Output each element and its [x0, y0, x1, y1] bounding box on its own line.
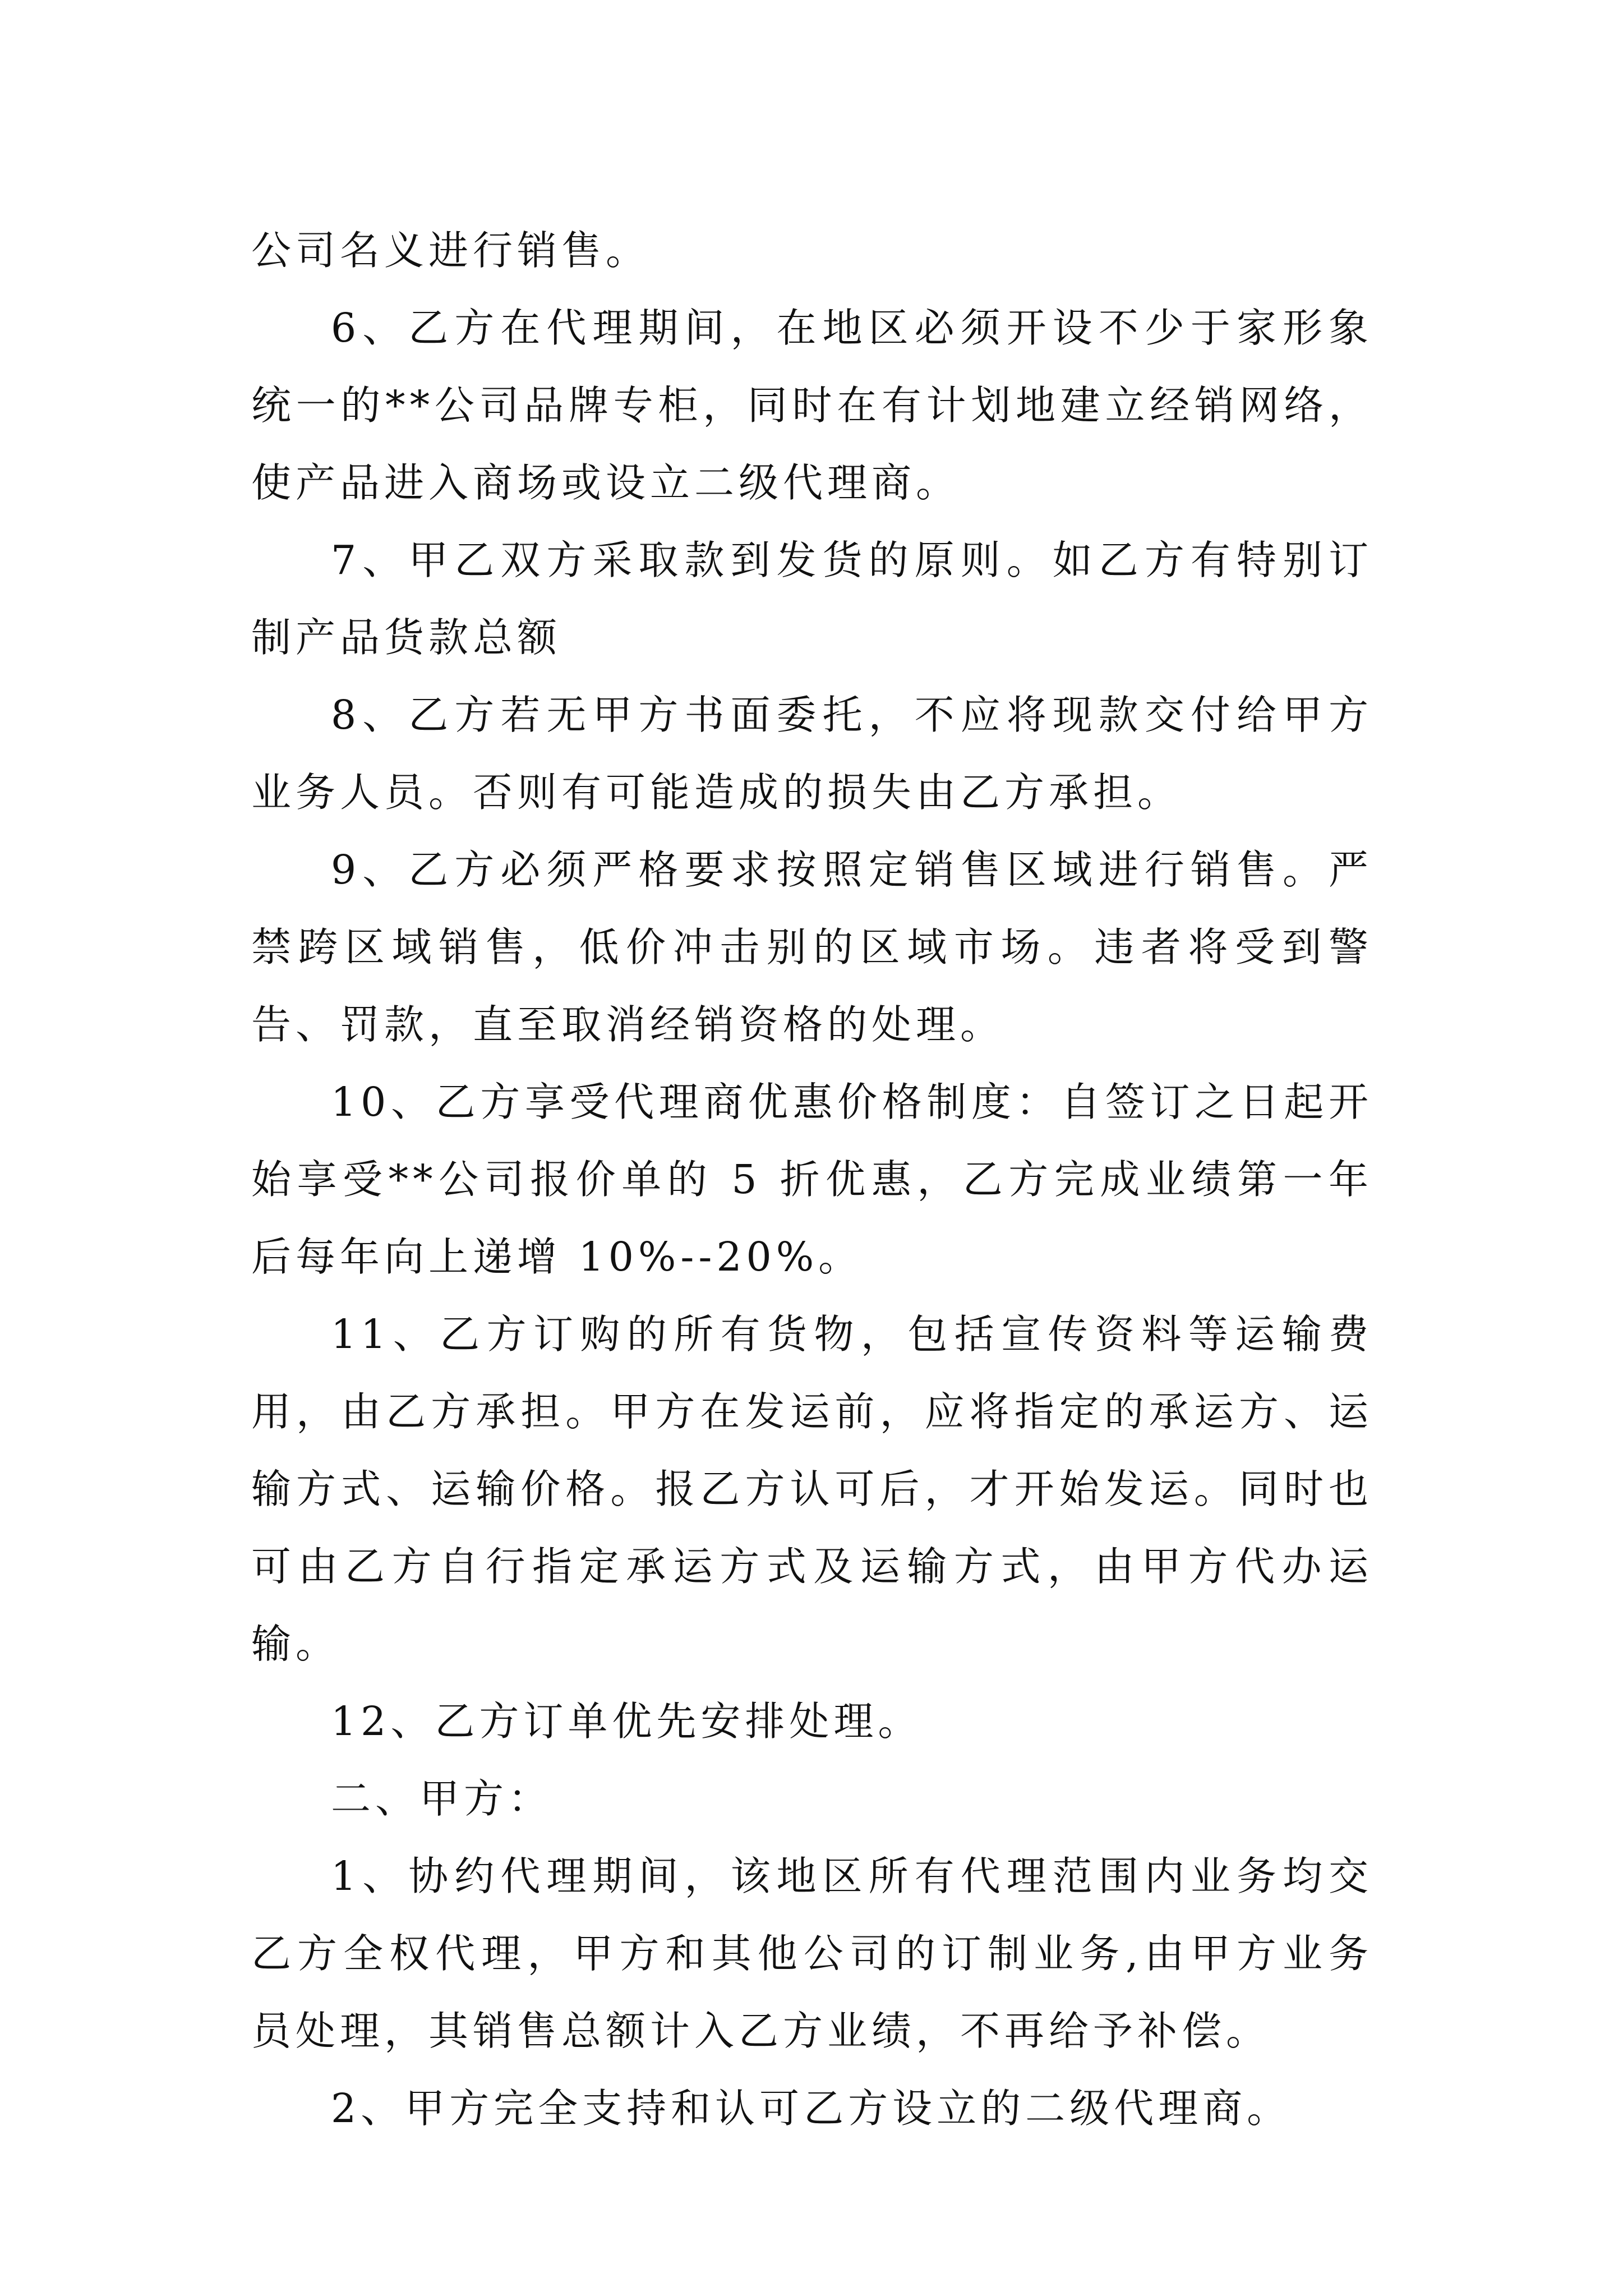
paragraph: 7、甲乙双方采取款到发货的原则。如乙方有特别订制产品货款总额: [251, 537, 1373, 661]
paragraph: 公司名义进行销售。: [251, 227, 651, 274]
paragraph: 12、乙方订单优先安排处理。: [331, 1698, 923, 1745]
paragraph: 9、乙方必须严格要求按照定销售区域进行销售。严禁跨区域销售，低价冲击别的区域市场。违者将受到警告、罚款，直至取消经销资格的处理。: [251, 846, 1373, 1048]
paragraph: 6、乙方在代理期间，在地区必须开设不少于家形象统一的**公司品牌专柜，同时在有计划地建立经销网络，使产品进入商场或设立二级代理商。: [251, 305, 1373, 506]
section-heading: 二、甲方：: [331, 1775, 553, 1822]
document-body: [251, 212, 1373, 2147]
paragraph: 8、乙方若无甲方书面委托，不应将现款交付给甲方业务人员。否则有可能造成的损失由乙方承担。: [251, 692, 1373, 816]
paragraph: 2、甲方完全支持和认可乙方设立的二级代理商。: [331, 2085, 1292, 2132]
paragraph: 11、乙方订购的所有货物，包括宣传资料等运输费用，由乙方承担。甲方在发运前，应将指定的承运方、运输方式、运输价格。报乙方认可后，才开始发运。同时也可由乙方自行指定承运方式及运输方式，由甲方代办运输。: [251, 1311, 1373, 1667]
paragraph: 1、协约代理期间，该地区所有代理范围内业务均交乙方全权代理，甲方和其他公司的订制业务,由甲方业务员处理，其销售总额计入乙方业绩，不再给予补偿。: [251, 1853, 1373, 2054]
paragraph: 10、乙方享受代理商优惠价格制度：自签订之日起开始享受**公司报价单的 5 折优惠，乙方完成业绩第一年后每年向上递增 10%--20%。: [251, 1079, 1373, 1280]
